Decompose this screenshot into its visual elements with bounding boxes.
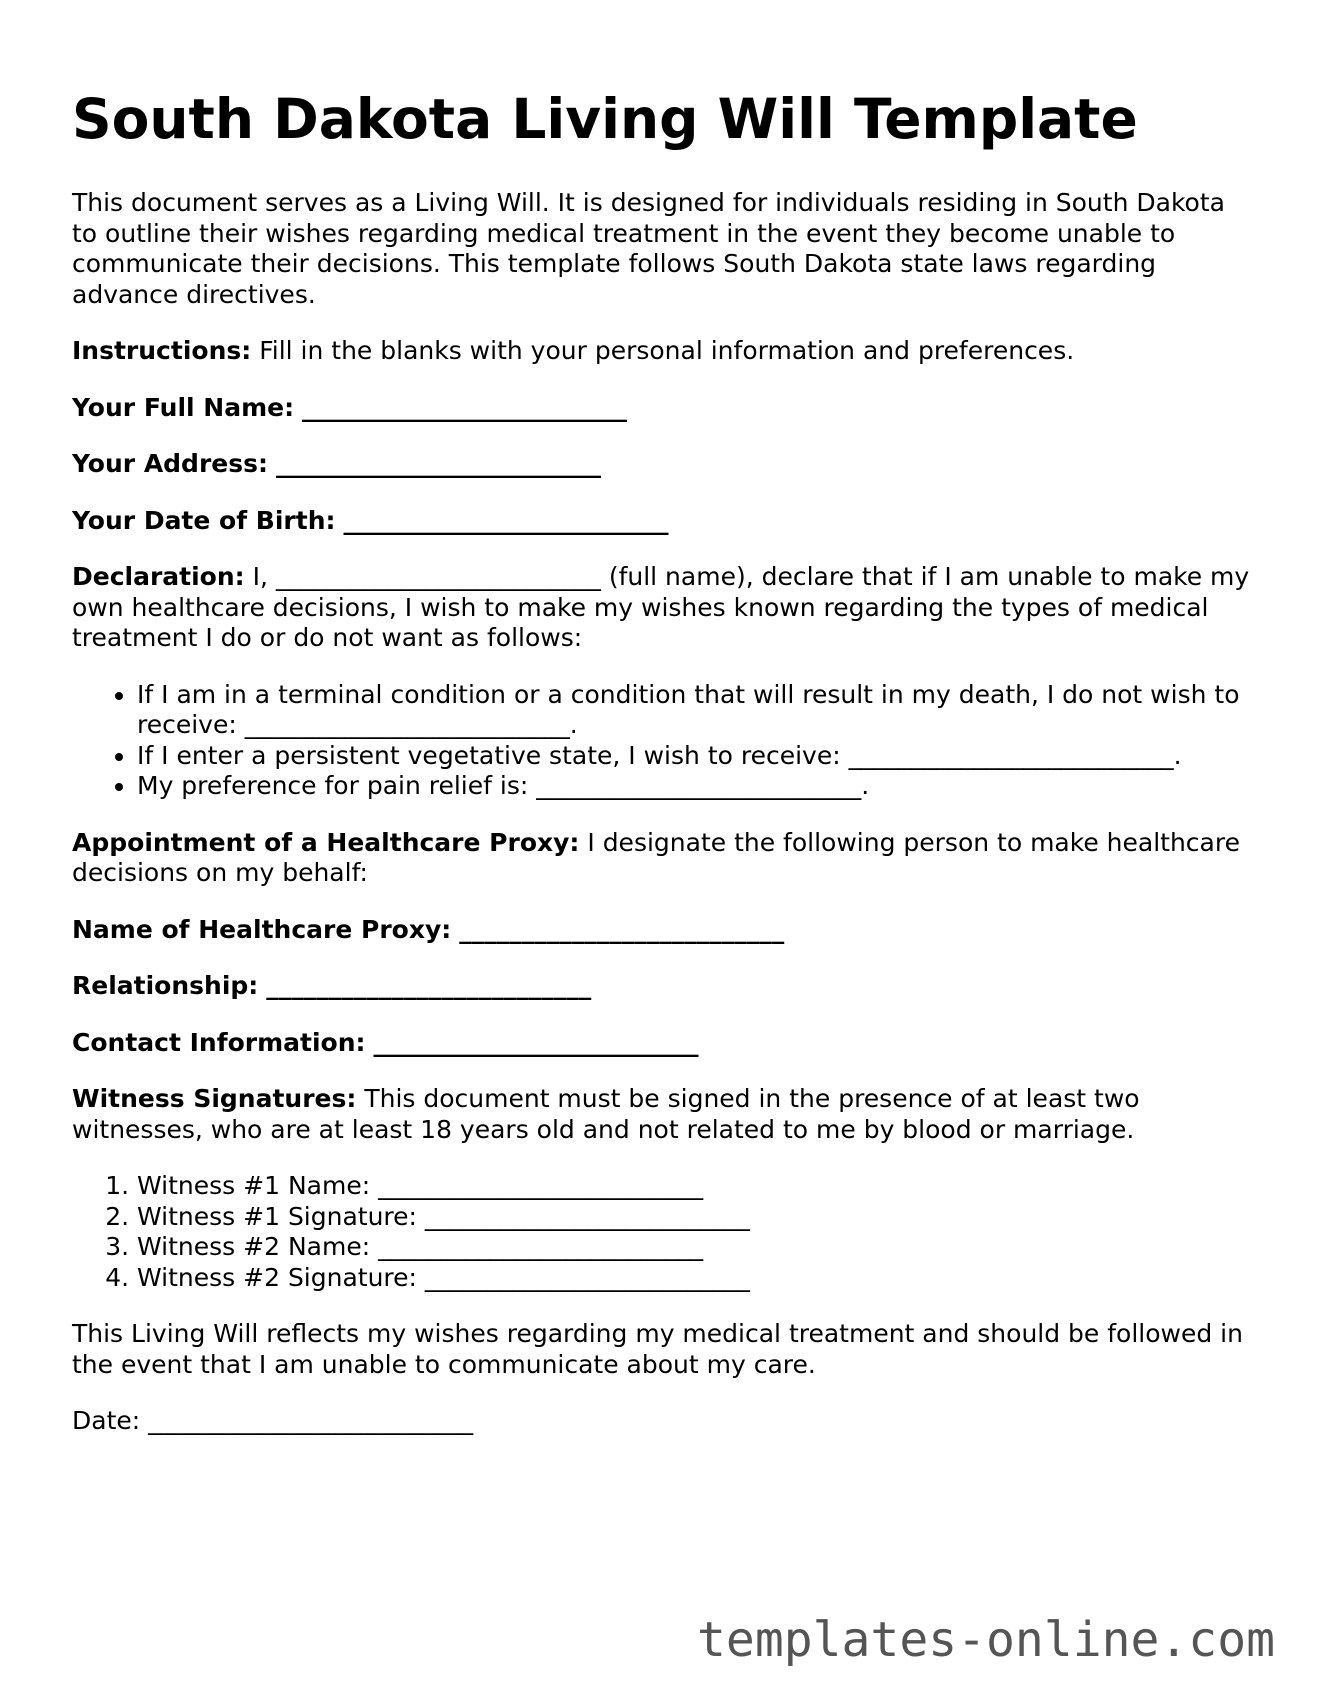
bullet-end: . bbox=[1173, 740, 1182, 770]
witness-blank[interactable]: __________________________ bbox=[424, 1201, 750, 1231]
relationship-blank[interactable]: __________________________ bbox=[266, 971, 592, 1000]
instructions-text: Fill in the blanks with your personal information and preferences. bbox=[251, 336, 1075, 365]
intro-paragraph: This document serves as a Living Will. It is designed for individuals residing in South Dakota to outline their wishes regarding medical treatment in the event they become unable to communicate their decisions. This template follows South Dakota state laws regarding advance directives. bbox=[72, 188, 1225, 309]
contact-label: Contact Information: bbox=[72, 1027, 366, 1057]
bullet-blank[interactable]: __________________________ bbox=[848, 740, 1174, 770]
proxy-name-label: Name of Healthcare Proxy: bbox=[72, 914, 452, 944]
list-item bbox=[137, 1263, 1252, 1294]
declaration-post: (full name), declare that if I am unable to make my own healthcare decisions, I wish to make my wishes known regarding the types of medical treatment I do or do not want as follows: bbox=[72, 562, 1250, 652]
contact-blank[interactable]: __________________________ bbox=[373, 1027, 699, 1057]
list-item bbox=[137, 1171, 1252, 1202]
witness-item-label: Witness #2 Name: bbox=[137, 1232, 379, 1261]
page-title: South Dakota Living Will Template bbox=[72, 87, 1138, 151]
witness-item-label: Witness #1 Signature: bbox=[137, 1201, 425, 1231]
bullet-blank[interactable]: __________________________ bbox=[244, 710, 570, 739]
declaration-pre: I, bbox=[244, 562, 276, 591]
watermark: templates-online.com bbox=[697, 1612, 1275, 1668]
treatment-list bbox=[72, 680, 1252, 802]
declaration-label: Declaration: bbox=[72, 562, 245, 591]
list-item bbox=[137, 680, 1252, 741]
witness-blank[interactable]: __________________________ bbox=[378, 1171, 704, 1200]
witness-label: Witness Signatures: bbox=[72, 1084, 357, 1113]
declaration-name-blank[interactable]: __________________________ bbox=[275, 562, 601, 591]
witness-list bbox=[72, 1171, 1252, 1293]
document-page bbox=[72, 86, 1252, 1463]
relationship-label: Relationship: bbox=[72, 971, 259, 1000]
list-item bbox=[137, 1202, 1252, 1233]
list-item bbox=[137, 771, 1252, 802]
list-item bbox=[137, 1232, 1252, 1263]
proxy-text: I designate the following person to make healthcare decisions on my behalf: bbox=[72, 827, 1240, 887]
date-field bbox=[72, 1406, 1252, 1437]
dob-label: Your Date of Birth: bbox=[72, 505, 336, 535]
dob-field bbox=[72, 506, 1252, 537]
instructions-paragraph bbox=[72, 336, 1252, 367]
proxy-paragraph bbox=[72, 828, 1252, 889]
witness-paragraph bbox=[72, 1084, 1252, 1145]
witness-text: This document must be signed in the presence of at least two witnesses, who are at least 18 years old and not related to me by blood or marriage. bbox=[72, 1084, 1140, 1144]
declaration-paragraph bbox=[72, 562, 1252, 654]
bullet-text: If I enter a persistent vegetative state, I wish to receive: bbox=[137, 740, 849, 770]
full-name-field bbox=[72, 393, 1252, 424]
full-name-label: Your Full Name: bbox=[72, 392, 295, 422]
proxy-name-field bbox=[72, 915, 1252, 946]
list-item bbox=[137, 741, 1252, 772]
address-blank[interactable]: __________________________ bbox=[275, 449, 601, 478]
proxy-label: Appointment of a Healthcare Proxy: bbox=[72, 827, 580, 857]
instructions-label: Instructions: bbox=[72, 336, 252, 365]
address-label: Your Address: bbox=[72, 449, 268, 478]
bullet-blank[interactable]: __________________________ bbox=[536, 771, 862, 800]
bullet-text: My preference for pain relief is: bbox=[137, 771, 537, 800]
bullet-text: If I am in a terminal condition or a condition that will result in my death, I do not wish to receive: bbox=[137, 679, 1240, 739]
full-name-blank[interactable]: __________________________ bbox=[302, 392, 628, 422]
bullet-end: . bbox=[861, 771, 870, 800]
witness-blank[interactable]: __________________________ bbox=[424, 1262, 750, 1292]
proxy-name-blank[interactable]: __________________________ bbox=[459, 914, 785, 944]
witness-blank[interactable]: __________________________ bbox=[378, 1232, 704, 1261]
bullet-end: . bbox=[569, 710, 578, 739]
contact-field bbox=[72, 1028, 1252, 1059]
date-label: Date: bbox=[72, 1406, 149, 1435]
witness-item-label: Witness #2 Signature: bbox=[137, 1262, 425, 1292]
closing-paragraph: This Living Will reflects my wishes regarding my medical treatment and should be followed in the event that I am unable to communicate about my care. bbox=[72, 1319, 1243, 1379]
witness-item-label: Witness #1 Name: bbox=[137, 1171, 379, 1200]
address-field bbox=[72, 449, 1252, 480]
date-blank[interactable]: __________________________ bbox=[148, 1406, 474, 1435]
dob-blank[interactable]: __________________________ bbox=[343, 505, 669, 535]
relationship-field bbox=[72, 971, 1252, 1002]
